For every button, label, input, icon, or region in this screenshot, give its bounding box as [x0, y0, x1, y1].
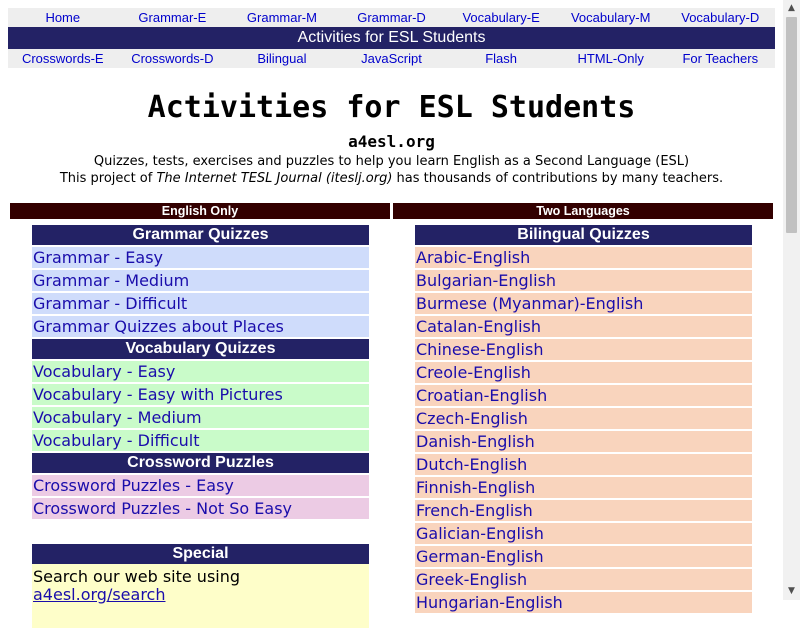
bilingual-item: [415, 592, 752, 613]
bilingual-item: [415, 339, 752, 360]
crossword-item: [32, 475, 369, 496]
bilingual-item: [415, 293, 752, 314]
bilingual-item: [415, 316, 752, 337]
bilingual-item: [415, 569, 752, 590]
nav-link-crosswords-e[interactable]: Crosswords-E: [21, 51, 104, 66]
nav-link-grammar-d[interactable]: Grammar-D: [357, 10, 426, 25]
bilingual-link[interactable]: Burmese (Myanmar)-English: [416, 294, 644, 313]
vocabulary-link[interactable]: Vocabulary - Easy: [33, 362, 176, 381]
grammar-link[interactable]: Grammar - Medium: [33, 271, 190, 290]
vocabulary-link[interactable]: Vocabulary - Easy with Pictures: [33, 385, 283, 404]
nav-link-grammar-m[interactable]: Grammar-M: [246, 10, 317, 25]
bilingual-link[interactable]: Catalan-English: [416, 317, 541, 336]
vocabulary-link[interactable]: Vocabulary - Medium: [33, 408, 202, 427]
bilingual-item: [415, 500, 752, 521]
special-section: [32, 544, 369, 628]
nav-link-javascript[interactable]: JavaScript: [361, 51, 422, 66]
bilingual-item: [415, 385, 752, 406]
site-domain: a4esl.org: [348, 132, 435, 151]
bilingual-link[interactable]: Greek-English: [416, 570, 528, 589]
top-nav: [8, 8, 775, 27]
bilingual-link[interactable]: Creole-English: [416, 363, 531, 382]
bilingual-link[interactable]: German-English: [416, 547, 544, 566]
vocabulary-heading: Vocabulary Quizzes: [32, 339, 369, 359]
scrollbar-thumb[interactable]: [786, 17, 797, 233]
nav-link-vocabulary-e[interactable]: Vocabulary-E: [462, 10, 540, 25]
vocabulary-item: [32, 407, 369, 428]
grammar-link[interactable]: Grammar - Easy: [33, 248, 163, 267]
nav-link-vocabulary-d[interactable]: Vocabulary-D: [681, 10, 760, 25]
vocabulary-item: [32, 384, 369, 405]
bilingual-link[interactable]: Danish-English: [416, 432, 535, 451]
page-title: Activities for ESL Students: [147, 90, 636, 125]
nav-link-html-only[interactable]: HTML-Only: [577, 51, 644, 66]
bilingual-item: [415, 454, 752, 475]
crossword-link[interactable]: Crossword Puzzles - Not So Easy: [33, 499, 293, 518]
bilingual-item: [415, 477, 752, 498]
bilingual-link[interactable]: Czech-English: [416, 409, 528, 428]
intro-line-2-prefix: This project of: [59, 171, 157, 186]
bilingual-link[interactable]: Hungarian-English: [416, 593, 563, 612]
two-languages-heading: Two Languages: [393, 203, 773, 219]
english-only-heading: English Only: [10, 203, 390, 219]
bilingual-item: [415, 408, 752, 429]
grammar-section: [32, 225, 369, 337]
grammar-item: [32, 270, 369, 291]
intro-line-1: Quizzes, tests, exercises and puzzles to help you learn English as a Second Language (ESL): [93, 154, 690, 169]
vertical-scrollbar[interactable]: [783, 0, 800, 600]
nav-link-grammar-e[interactable]: Grammar-E: [138, 10, 207, 25]
bilingual-link[interactable]: Dutch-English: [416, 455, 528, 474]
grammar-heading: Grammar Quizzes: [32, 225, 369, 245]
journal-name: The Internet TESL Journal (iteslj.org): [156, 171, 393, 186]
bilingual-link[interactable]: Finnish-English: [416, 478, 536, 497]
bilingual-heading: Bilingual Quizzes: [415, 225, 752, 245]
special-text: Search our web site using: [33, 567, 241, 586]
nav-title-bar: Activities for ESL Students: [8, 27, 775, 49]
bilingual-link[interactable]: Chinese-English: [416, 340, 544, 359]
special-content: [32, 564, 369, 628]
bilingual-link[interactable]: Croatian-English: [416, 386, 548, 405]
vocabulary-item: [32, 361, 369, 382]
nav-link-flash[interactable]: Flash: [485, 51, 517, 66]
nav-link-crosswords-d[interactable]: Crosswords-D: [131, 51, 214, 66]
nav-link-bilingual[interactable]: Bilingual: [257, 51, 307, 66]
bilingual-item: [415, 247, 752, 268]
intro-text: [0, 153, 783, 187]
bilingual-item: [415, 431, 752, 452]
special-heading: Special: [32, 544, 369, 564]
crossword-section: [32, 453, 369, 519]
bilingual-item: [415, 362, 752, 383]
bilingual-link[interactable]: Arabic-English: [416, 248, 531, 267]
nav-link-for-teachers[interactable]: For Teachers: [682, 51, 759, 66]
crossword-item: [32, 498, 369, 519]
scroll-up-arrow-icon[interactable]: ▲: [788, 3, 795, 13]
bilingual-item: [415, 270, 752, 291]
bilingual-link[interactable]: Galician-English: [416, 524, 544, 543]
bilingual-link[interactable]: French-English: [416, 501, 533, 520]
search-link[interactable]: a4esl.org/search: [33, 585, 166, 604]
grammar-item: [32, 247, 369, 268]
vocabulary-section: [32, 339, 369, 451]
grammar-link[interactable]: Grammar Quizzes about Places: [33, 317, 284, 336]
grammar-link[interactable]: Grammar - Difficult: [33, 294, 188, 313]
bilingual-link[interactable]: Bulgarian-English: [416, 271, 557, 290]
vocabulary-link[interactable]: Vocabulary - Difficult: [33, 431, 200, 450]
nav-link-vocabulary-m[interactable]: Vocabulary-M: [570, 10, 651, 25]
bilingual-section: [415, 225, 752, 613]
intro-line-2: [0, 170, 783, 187]
grammar-item: [32, 316, 369, 337]
bilingual-item: [415, 523, 752, 544]
crossword-heading: Crossword Puzzles: [32, 453, 369, 473]
scroll-down-arrow-icon[interactable]: ▼: [788, 586, 795, 596]
intro-line-2-suffix: has thousands of contributions by many teachers.: [392, 171, 724, 186]
crossword-link[interactable]: Crossword Puzzles - Easy: [33, 476, 234, 495]
grammar-item: [32, 293, 369, 314]
bilingual-item: [415, 546, 752, 567]
bottom-nav: [8, 49, 775, 68]
nav-link-home[interactable]: Home: [45, 10, 81, 25]
vocabulary-item: [32, 430, 369, 451]
